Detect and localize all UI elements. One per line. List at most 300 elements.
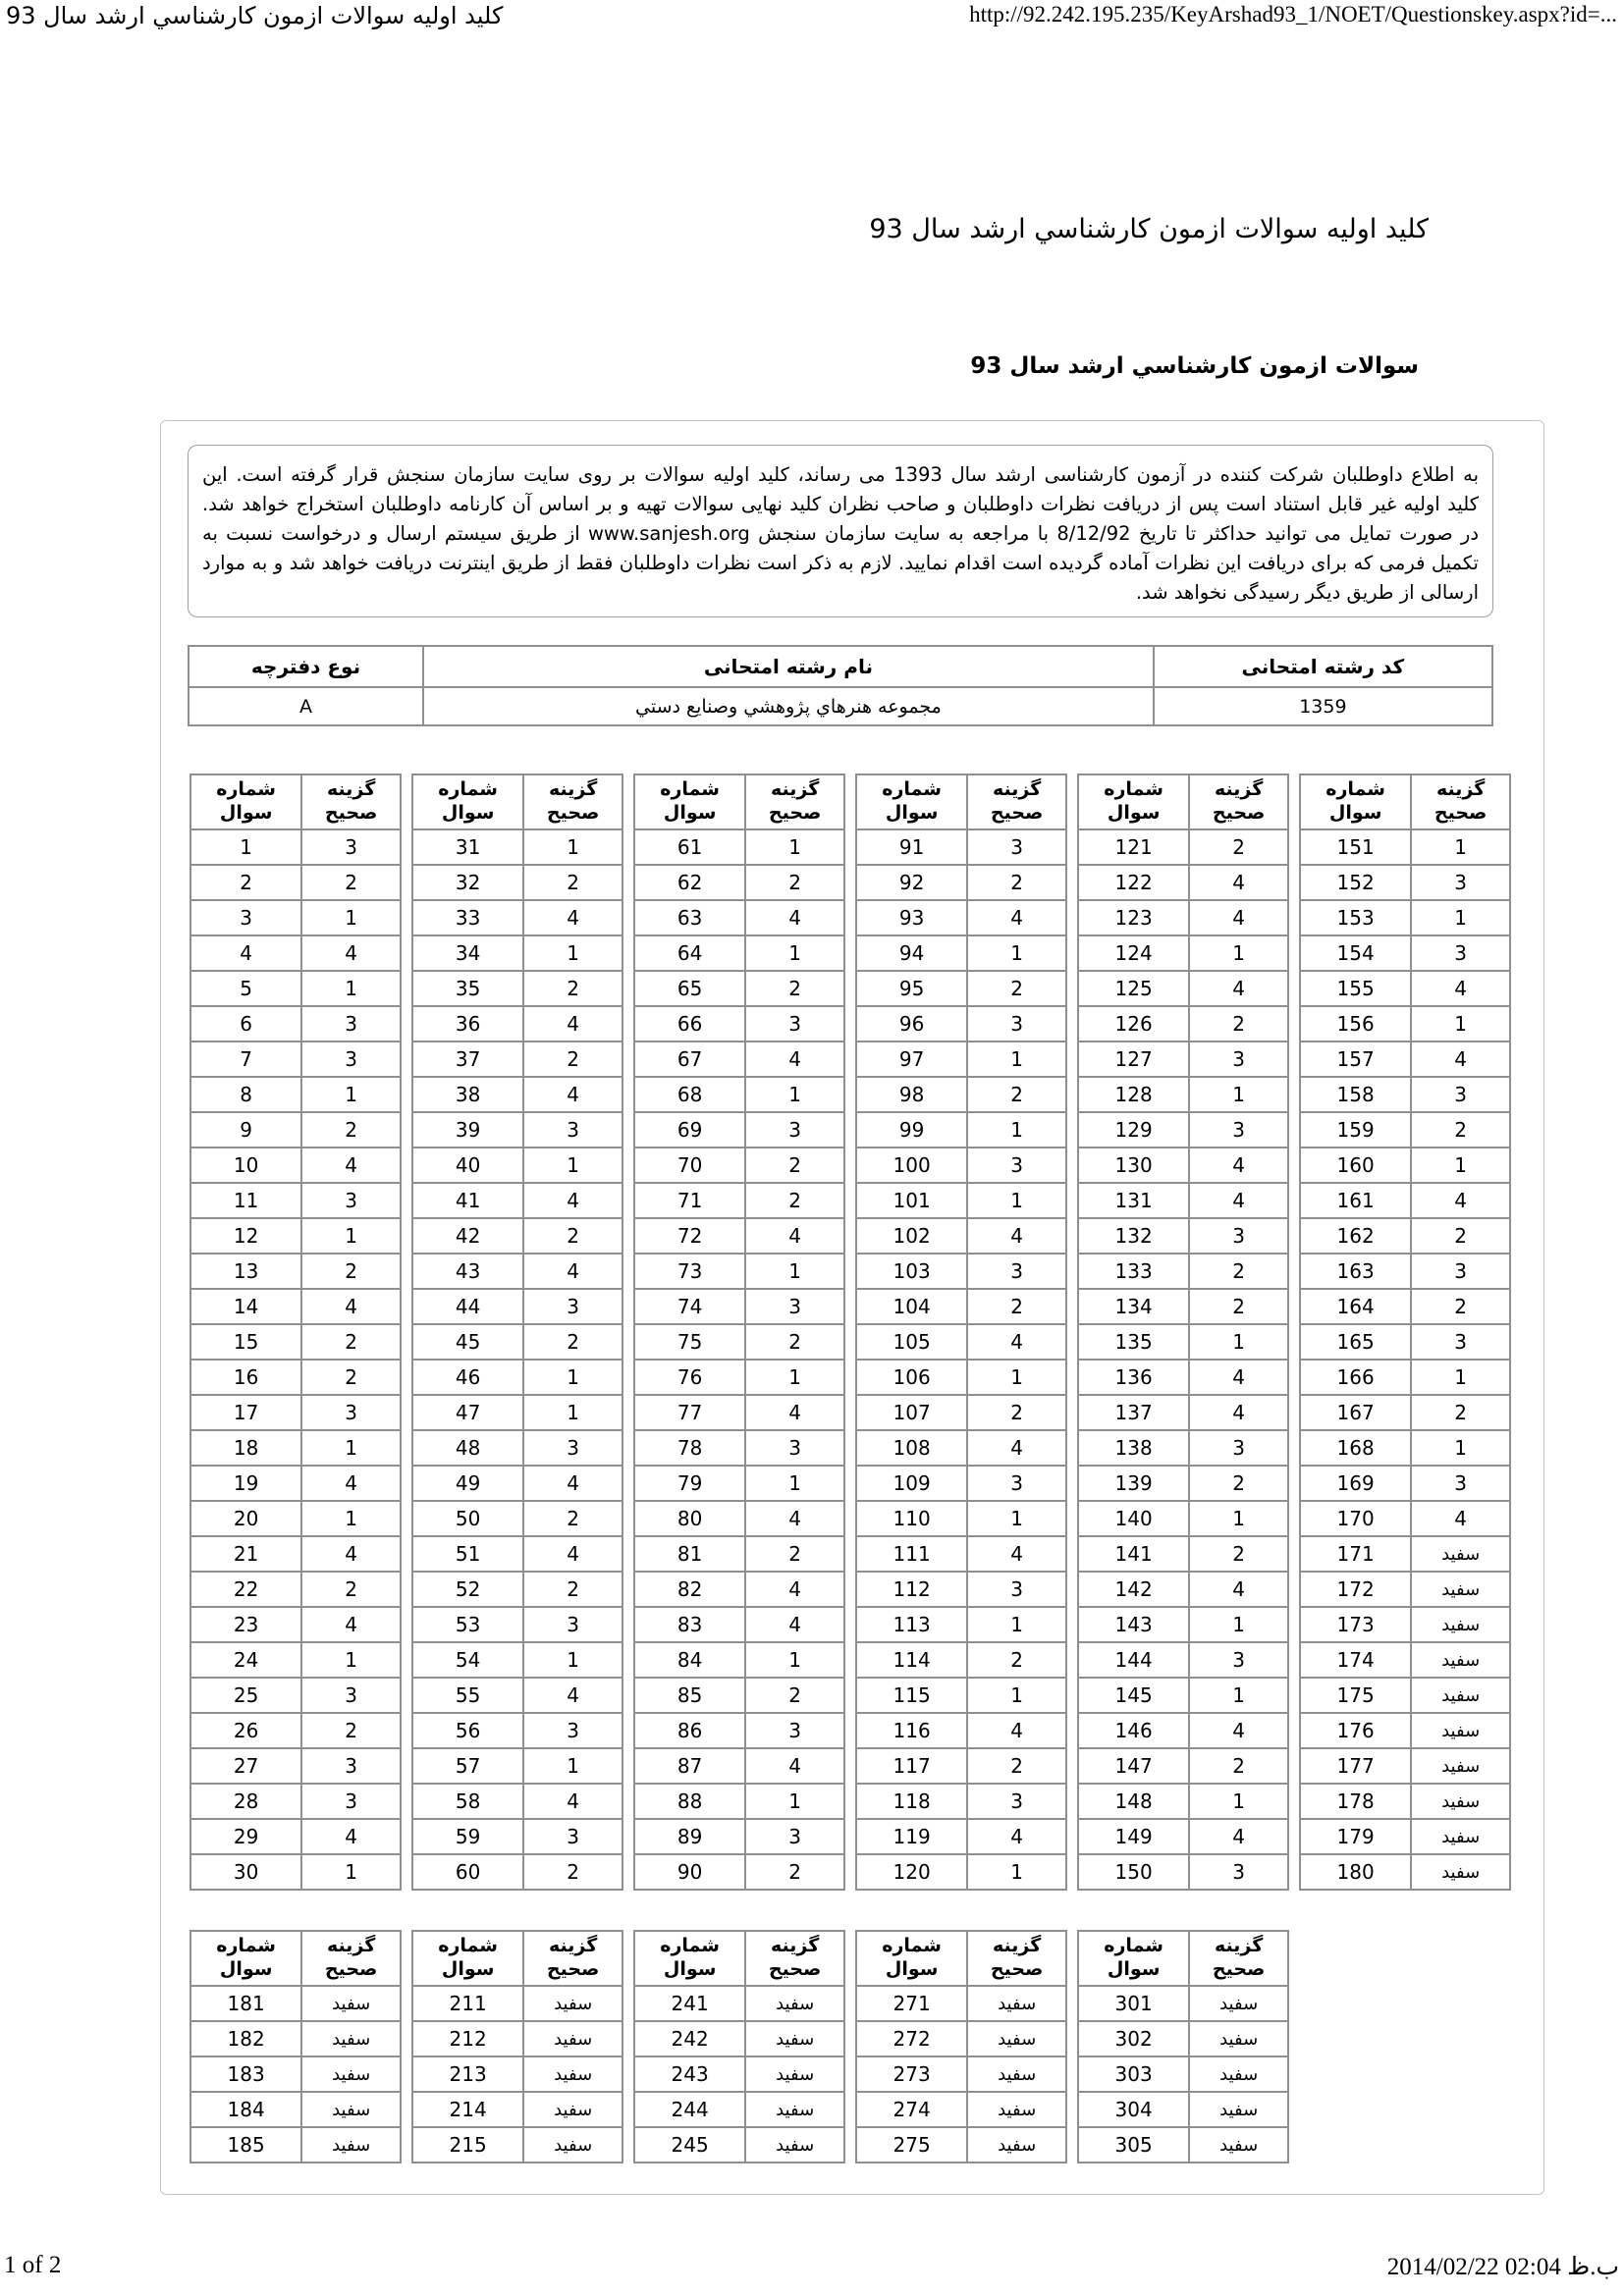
answer-option-cell: سفید: [967, 2092, 1066, 2127]
answer-row: [1078, 2127, 1288, 2163]
question-number-cell: 20: [190, 1501, 301, 1536]
question-number-cell: 56: [412, 1713, 523, 1748]
answer-table: [411, 774, 623, 1891]
question-number-cell: 129: [1078, 1112, 1189, 1148]
answer-row: [1078, 1395, 1288, 1430]
answer-row: [412, 1466, 622, 1501]
question-number-cell: 26: [190, 1713, 301, 1748]
answer-option-cell: 3: [1189, 1430, 1288, 1466]
question-number-cell: 131: [1078, 1183, 1189, 1218]
answer-option-cell: 3: [301, 1678, 401, 1713]
question-number-cell: 65: [634, 971, 745, 1006]
answer-option-cell: سفید: [523, 1986, 622, 2021]
question-number-cell: 60: [412, 1854, 523, 1890]
question-number-cell: 123: [1078, 900, 1189, 935]
answer-row: [634, 1289, 844, 1324]
answer-option-cell: 2: [745, 1854, 844, 1890]
question-number-cell: 100: [856, 1148, 967, 1183]
question-number-cell: 37: [412, 1041, 523, 1077]
question-number-cell: 21: [190, 1536, 301, 1572]
answer-option-cell: 3: [1189, 1112, 1288, 1148]
question-number-cell: 115: [856, 1678, 967, 1713]
answer-option-cell: سفید: [1189, 1986, 1288, 2021]
question-number-cell: 78: [634, 1430, 745, 1466]
question-number-cell: 63: [634, 900, 745, 935]
answer-row: [634, 1713, 844, 1748]
answer-row: [190, 935, 401, 971]
question-number-cell: 13: [190, 1254, 301, 1289]
question-number-cell: 68: [634, 1077, 745, 1112]
answer-table: [1077, 1930, 1289, 2163]
answer-row: [634, 1986, 844, 2021]
question-number-cell: 74: [634, 1289, 745, 1324]
answer-option-cell: 2: [967, 971, 1066, 1006]
answer-row: [1078, 935, 1288, 971]
answer-row: [634, 1360, 844, 1395]
answer-option-cell: 4: [523, 1784, 622, 1819]
answer-row: [1300, 1112, 1510, 1148]
answer-option-cell: 2: [1411, 1289, 1510, 1324]
answer-row: [1300, 1642, 1510, 1678]
answer-row: [1300, 1183, 1510, 1218]
question-number-cell: 49: [412, 1466, 523, 1501]
question-number-cell: 114: [856, 1642, 967, 1678]
answer-row: [856, 1607, 1066, 1642]
answer-row: [1078, 1183, 1288, 1218]
answer-option-cell: 1: [745, 1642, 844, 1678]
answer-option-cell: 1: [967, 1678, 1066, 1713]
question-number-cell: 171: [1300, 1536, 1411, 1572]
answer-col-header: گزینه صحیح: [967, 1931, 1066, 1986]
question-number-cell: 67: [634, 1041, 745, 1077]
answer-option-cell: 4: [967, 1819, 1066, 1854]
answer-option-cell: سفید: [1189, 2092, 1288, 2127]
answer-option-cell: سفید: [1189, 2021, 1288, 2056]
answer-row: [1300, 1254, 1510, 1289]
answer-row: [190, 971, 401, 1006]
answer-option-cell: 1: [301, 1218, 401, 1254]
answer-option-cell: سفید: [1411, 1784, 1510, 1819]
answer-row: [1078, 1854, 1288, 1890]
question-number-cell: 130: [1078, 1148, 1189, 1183]
answer-row: [412, 1854, 622, 1890]
question-number-cell: 29: [190, 1819, 301, 1854]
answer-row: [1300, 1607, 1510, 1642]
answer-row: [190, 1395, 401, 1430]
notice-line: کلید اولیه غیر قابل استناد است پس از دریافت نظرات داوطلبان و صاحب نظران کلید نهایی سوالات تهیه و بر اساس آن کارنامه داوطلبان استخراج خواهد شد.: [202, 493, 1479, 515]
question-number-cell: 31: [412, 829, 523, 865]
answer-option-cell: 3: [301, 829, 401, 865]
answer-option-cell: 2: [1411, 1395, 1510, 1430]
answer-col-header: گزینه صحیح: [745, 774, 844, 829]
answer-row: [412, 2021, 622, 2056]
question-number-cell: 86: [634, 1713, 745, 1748]
question-number-cell: 184: [190, 2092, 301, 2127]
answer-option-cell: 2: [301, 1572, 401, 1607]
answer-row: [1078, 1289, 1288, 1324]
question-number-cell: 1: [190, 829, 301, 865]
booklet-type-header: نوع دفترچه: [189, 646, 423, 687]
answer-row: [634, 1324, 844, 1360]
answer-row: [412, 1784, 622, 1819]
question-number-cell: 5: [190, 971, 301, 1006]
question-number-cell: 139: [1078, 1466, 1189, 1501]
print-header-title: کلید اولیه سوالات ازمون کارشناسي ارشد سال 93: [6, 2, 504, 29]
answer-row: [190, 1536, 401, 1572]
answer-row: [1078, 865, 1288, 900]
answer-row: [856, 1678, 1066, 1713]
question-number-cell: 12: [190, 1218, 301, 1254]
answer-option-cell: سفید: [1411, 1678, 1510, 1713]
answer-row: [856, 2056, 1066, 2092]
question-number-cell: 245: [634, 2127, 745, 2163]
answer-row: [1078, 2092, 1288, 2127]
question-number-cell: 16: [190, 1360, 301, 1395]
answer-row: [190, 2021, 401, 2056]
exam-info-header-row: [189, 646, 1492, 687]
answer-row: [856, 1748, 1066, 1784]
answer-option-cell: 2: [1189, 1536, 1288, 1572]
question-number-cell: 91: [856, 829, 967, 865]
notice-box: [188, 445, 1493, 617]
answer-row: [412, 829, 622, 865]
answer-row: [856, 1112, 1066, 1148]
main-answer-tables: [189, 774, 1511, 1891]
answer-option-cell: 1: [967, 1183, 1066, 1218]
answer-option-cell: 4: [1189, 1148, 1288, 1183]
answer-option-cell: سفید: [523, 2056, 622, 2092]
answer-row: [190, 1289, 401, 1324]
question-number-cell: 92: [856, 865, 967, 900]
answer-row: [1078, 1218, 1288, 1254]
notice-line: ارسالی از طریق دیگر رسیدگی نخواهد شد.: [1135, 581, 1479, 604]
question-number-cell: 35: [412, 971, 523, 1006]
question-number-cell: 58: [412, 1784, 523, 1819]
answer-row: [412, 1077, 622, 1112]
answer-option-cell: 3: [967, 1254, 1066, 1289]
answer-option-cell: 2: [1189, 1748, 1288, 1784]
answer-row: [190, 2056, 401, 2092]
question-number-cell: 125: [1078, 971, 1189, 1006]
answer-option-cell: 1: [1189, 1501, 1288, 1536]
answer-option-cell: 4: [967, 1713, 1066, 1748]
answer-row: [190, 1819, 401, 1854]
answer-option-cell: سفید: [301, 2021, 401, 2056]
answer-option-cell: سفید: [1411, 1572, 1510, 1607]
answer-option-cell: 1: [523, 1395, 622, 1430]
question-number-cell: 166: [1300, 1360, 1411, 1395]
page-title: کلید اولیه سوالات ازمون کارشناسي ارشد سال 93: [869, 214, 1429, 244]
answer-row: [190, 829, 401, 865]
question-col-header: شماره سوال: [190, 1931, 301, 1986]
answer-option-cell: 3: [967, 829, 1066, 865]
answer-table: [855, 774, 1067, 1891]
question-number-cell: 3: [190, 900, 301, 935]
answer-option-cell: 3: [1411, 1077, 1510, 1112]
answer-option-cell: 1: [1411, 1006, 1510, 1041]
answer-row: [190, 1748, 401, 1784]
question-number-cell: 213: [412, 2056, 523, 2092]
exam-info-value-row: [189, 687, 1492, 725]
question-number-cell: 39: [412, 1112, 523, 1148]
answer-option-cell: 1: [967, 1501, 1066, 1536]
answer-row: [1078, 1572, 1288, 1607]
answer-option-cell: 2: [745, 1324, 844, 1360]
question-number-cell: 87: [634, 1748, 745, 1784]
answer-option-cell: 4: [1189, 1819, 1288, 1854]
question-number-cell: 183: [190, 2056, 301, 2092]
answer-row: [1300, 1148, 1510, 1183]
question-number-cell: 11: [190, 1183, 301, 1218]
answer-row: [856, 1642, 1066, 1678]
answer-row: [190, 865, 401, 900]
answer-row: [412, 1183, 622, 1218]
answer-row: [856, 1218, 1066, 1254]
answer-option-cell: 3: [1411, 865, 1510, 900]
answer-option-cell: 2: [1189, 1254, 1288, 1289]
question-number-cell: 10: [190, 1148, 301, 1183]
question-number-cell: 32: [412, 865, 523, 900]
question-number-cell: 143: [1078, 1607, 1189, 1642]
answer-row: [412, 1986, 622, 2021]
answer-row: [856, 1536, 1066, 1572]
question-number-cell: 146: [1078, 1713, 1189, 1748]
answer-option-cell: سفید: [967, 1986, 1066, 2021]
question-number-cell: 161: [1300, 1183, 1411, 1218]
answer-option-cell: 4: [301, 1466, 401, 1501]
question-number-cell: 108: [856, 1430, 967, 1466]
answer-row: [412, 1607, 622, 1642]
question-number-cell: 149: [1078, 1819, 1189, 1854]
answer-option-cell: 1: [745, 1784, 844, 1819]
question-number-cell: 109: [856, 1466, 967, 1501]
answer-row: [634, 1854, 844, 1890]
answer-row: [634, 829, 844, 865]
answer-row: [190, 2127, 401, 2163]
question-number-cell: 28: [190, 1784, 301, 1819]
question-number-cell: 69: [634, 1112, 745, 1148]
question-number-cell: 9: [190, 1112, 301, 1148]
question-number-cell: 111: [856, 1536, 967, 1572]
field-name-value: مجموعه هنرهاي پژوهشي وصنايع دستي: [423, 687, 1154, 725]
answer-row: [1300, 1041, 1510, 1077]
answer-row: [190, 1112, 401, 1148]
answer-row: [1300, 1784, 1510, 1819]
answer-option-cell: سفید: [301, 2092, 401, 2127]
answer-row: [190, 1430, 401, 1466]
answer-row: [634, 935, 844, 971]
answer-option-cell: 3: [523, 1430, 622, 1466]
answer-row: [190, 1218, 401, 1254]
answer-row: [1078, 1713, 1288, 1748]
answer-option-cell: 1: [745, 1254, 844, 1289]
answer-row: [1300, 1006, 1510, 1041]
answer-row: [190, 1077, 401, 1112]
answer-option-cell: 3: [967, 1784, 1066, 1819]
question-number-cell: 154: [1300, 935, 1411, 971]
answer-row: [412, 865, 622, 900]
question-number-cell: 80: [634, 1501, 745, 1536]
answer-option-cell: 2: [1189, 1289, 1288, 1324]
question-number-cell: 134: [1078, 1289, 1189, 1324]
question-number-cell: 178: [1300, 1784, 1411, 1819]
answer-option-cell: 2: [523, 1324, 622, 1360]
answer-option-cell: سفید: [745, 2127, 844, 2163]
answer-option-cell: 4: [745, 1218, 844, 1254]
answer-option-cell: 1: [1189, 935, 1288, 971]
exam-info-table: [188, 645, 1493, 726]
answer-row: [1300, 1501, 1510, 1536]
question-number-cell: 142: [1078, 1572, 1189, 1607]
answer-option-cell: 2: [1411, 1112, 1510, 1148]
answer-row: [412, 935, 622, 971]
answer-row: [856, 1148, 1066, 1183]
question-number-cell: 151: [1300, 829, 1411, 865]
answer-option-cell: سفید: [745, 2021, 844, 2056]
answer-row: [190, 1360, 401, 1395]
answer-option-cell: 4: [1189, 1395, 1288, 1430]
answer-option-cell: 3: [301, 1183, 401, 1218]
question-number-cell: 85: [634, 1678, 745, 1713]
answer-row: [190, 1006, 401, 1041]
question-number-cell: 43: [412, 1254, 523, 1289]
answer-row: [1078, 1360, 1288, 1395]
answer-row: [634, 1536, 844, 1572]
question-number-cell: 117: [856, 1748, 967, 1784]
answer-row: [634, 2127, 844, 2163]
answer-option-cell: 3: [745, 1006, 844, 1041]
answer-row: [1300, 971, 1510, 1006]
answer-option-cell: 4: [1411, 1041, 1510, 1077]
question-number-cell: 133: [1078, 1254, 1189, 1289]
question-number-cell: 84: [634, 1642, 745, 1678]
answer-option-cell: سفید: [745, 2092, 844, 2127]
answer-col-header: گزینه صحیح: [1411, 774, 1510, 829]
question-number-cell: 45: [412, 1324, 523, 1360]
answer-option-cell: 2: [967, 1395, 1066, 1430]
answer-row: [1078, 829, 1288, 865]
answer-option-cell: 2: [301, 865, 401, 900]
answer-row: [634, 1183, 844, 1218]
question-number-cell: 145: [1078, 1678, 1189, 1713]
question-number-cell: 127: [1078, 1041, 1189, 1077]
answer-col-header: گزینه صحیح: [523, 1931, 622, 1986]
answer-option-cell: 2: [523, 1572, 622, 1607]
answer-row: [412, 1501, 622, 1536]
question-number-cell: 88: [634, 1784, 745, 1819]
answer-option-cell: سفید: [301, 2056, 401, 2092]
answer-table: [1299, 774, 1511, 1891]
question-number-cell: 36: [412, 1006, 523, 1041]
question-number-cell: 33: [412, 900, 523, 935]
answer-option-cell: 4: [523, 1183, 622, 1218]
question-number-cell: 242: [634, 2021, 745, 2056]
question-number-cell: 169: [1300, 1466, 1411, 1501]
question-number-cell: 155: [1300, 971, 1411, 1006]
answer-option-cell: 1: [523, 1748, 622, 1784]
question-number-cell: 25: [190, 1678, 301, 1713]
question-number-cell: 95: [856, 971, 967, 1006]
answer-row: [190, 1466, 401, 1501]
answer-option-cell: 4: [745, 1748, 844, 1784]
answer-row: [1300, 1572, 1510, 1607]
answer-option-cell: 1: [1189, 1784, 1288, 1819]
answer-row: [1078, 1430, 1288, 1466]
answer-row: [634, 2056, 844, 2092]
answer-option-cell: 1: [967, 1041, 1066, 1077]
answer-option-cell: 1: [967, 1854, 1066, 1890]
answer-row: [190, 1041, 401, 1077]
question-number-cell: 158: [1300, 1077, 1411, 1112]
answer-option-cell: سفید: [1189, 2127, 1288, 2163]
answer-option-cell: 3: [301, 1395, 401, 1430]
question-number-cell: 73: [634, 1254, 745, 1289]
answer-option-cell: 4: [967, 1218, 1066, 1254]
question-number-cell: 8: [190, 1077, 301, 1112]
question-number-cell: 135: [1078, 1324, 1189, 1360]
answer-row: [856, 2127, 1066, 2163]
answer-row: [856, 1854, 1066, 1890]
answer-option-cell: 4: [301, 1536, 401, 1572]
question-number-cell: 51: [412, 1536, 523, 1572]
question-number-cell: 243: [634, 2056, 745, 2092]
answer-option-cell: سفید: [1411, 1642, 1510, 1678]
question-number-cell: 42: [412, 1218, 523, 1254]
answer-option-cell: سفید: [301, 1986, 401, 2021]
answer-option-cell: 4: [1189, 865, 1288, 900]
answer-option-cell: 4: [523, 1466, 622, 1501]
question-number-cell: 163: [1300, 1254, 1411, 1289]
answer-row: [412, 1218, 622, 1254]
answer-col-header: گزینه صحیح: [967, 774, 1066, 829]
answer-row: [634, 2092, 844, 2127]
answer-row: [634, 1430, 844, 1466]
question-number-cell: 122: [1078, 865, 1189, 900]
answer-option-cell: 1: [301, 1430, 401, 1466]
question-number-cell: 89: [634, 1819, 745, 1854]
answer-row: [1078, 1077, 1288, 1112]
answer-option-cell: سفید: [1411, 1748, 1510, 1784]
answer-row: [1078, 971, 1288, 1006]
question-number-cell: 273: [856, 2056, 967, 2092]
question-number-cell: 22: [190, 1572, 301, 1607]
answer-option-cell: 4: [301, 1819, 401, 1854]
answer-row: [634, 1572, 844, 1607]
question-number-cell: 140: [1078, 1501, 1189, 1536]
answer-option-cell: 1: [745, 1077, 844, 1112]
answer-row: [190, 1607, 401, 1642]
answer-row: [856, 1430, 1066, 1466]
answer-option-cell: 2: [523, 1218, 622, 1254]
answer-row: [412, 1360, 622, 1395]
answer-option-cell: 3: [967, 1006, 1066, 1041]
answer-row: [190, 1324, 401, 1360]
answer-option-cell: سفید: [1411, 1854, 1510, 1890]
question-number-cell: 107: [856, 1395, 967, 1430]
answer-row: [634, 1642, 844, 1678]
answer-row: [634, 1501, 844, 1536]
question-number-cell: 136: [1078, 1360, 1189, 1395]
answer-option-cell: سفید: [967, 2127, 1066, 2163]
answer-option-cell: 2: [1411, 1218, 1510, 1254]
answer-option-cell: 4: [523, 900, 622, 935]
answer-row: [190, 1784, 401, 1819]
answer-option-cell: 1: [1189, 1678, 1288, 1713]
answer-row: [1078, 1748, 1288, 1784]
answer-row: [412, 1430, 622, 1466]
answer-row: [634, 1748, 844, 1784]
answer-row: [1078, 900, 1288, 935]
